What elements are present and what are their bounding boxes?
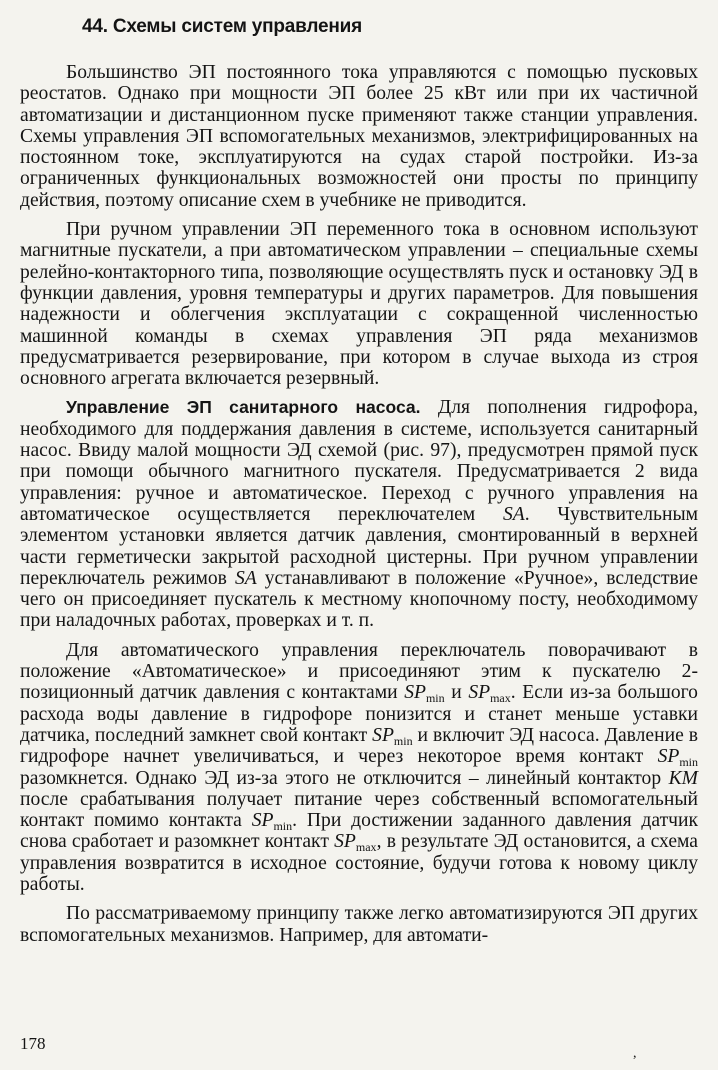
symbol-km: КМ	[668, 767, 698, 789]
symbol-sp: SP	[468, 682, 491, 704]
symbol-sa: SA	[502, 503, 525, 525]
symbol-sp: SP	[334, 831, 356, 853]
run-in-heading: Управление ЭП санитарного насоса.	[66, 397, 421, 418]
body-text	[20, 62, 698, 946]
symbol-sp: SP	[251, 810, 274, 832]
paragraph-1: Большинство ЭП постоянного тока управляются с помощью пусковых реостатов. Однако при мощности ЭП более 25 кВт или при их частичной автоматизации и дистанционном пуске применяют также станции управления. Схемы управления ЭП вспомогательных механизмов, электрифицированных на постоянном токе, эксплуатируются на судах старой постройки. Из-за ограниченных функциональных возможностей они просты по принципу действия, поэтому описание схем в учебнике не приводится.	[20, 62, 698, 211]
paragraph-2: При ручном управлении ЭП переменного тока в основном используют магнитные пускатели, а при автоматическом управлении – специальные схемы релейно-контакторного типа, позволяющие осуществлять пуск и остановку ЭД в функции давления, уровня температуры и других параметров. Для повышения надежности и облегчения эксплуатации с сокращенной численностью машинной команды в схемах управления ЭП ряда механизмов предусматривается резервирование, при котором в случае выхода из строя основного агрегата включается резервный.	[20, 219, 698, 390]
symbol-sp: SP	[404, 682, 426, 704]
stray-mark: ,	[633, 1046, 637, 1061]
paragraph-3: Управление ЭП санитарного насоса. Для пополнения гидрофора, необходимого для поддержания давления в системе, используется санитарный насос. Ввиду малой мощности ЭД схемой (рис. 97), предусмотрен прямой пуск при помощи обычного магнитного пускателя. Предусматривается 2 вида управления: ручное и автоматическое. Переход с ручного управления на автоматическое осуществляется переключателем SA. Чувствительным элементом установки является датчик давления, смонтированный в верхней части герметически закрытой расходной цистерны. При ручном управлении переключатель режимов SA устанавливают в положение «Ручное», вследствие чего он присоединяет пускатель к местному кнопочному посту, необходимому при наладочных работах, проверках и т. п.	[20, 397, 699, 632]
symbol-sa: SA	[234, 567, 257, 589]
paragraph-5: По рассматриваемому принципу также легко автоматизируются ЭП других вспомогательных механизмов. Например, для автомати-	[20, 903, 698, 946]
symbol-sp: SP	[372, 724, 394, 746]
section-heading: 44. Схемы систем управления	[82, 16, 363, 37]
paragraph-4: Для автоматического управления переключатель поворачивают в положение «Автоматическое» и присоединяют этим к пускателю 2-позиционный датчик давления с контактами $SP_{min}$ и $SP_{max}$. Если из-за большого расхода воды давление в гидрофоре понизится и станет меньше уставки датчика, последний замкнет свой контакт $SP_{min}$ и включит ЭД насоса. Давление в гидрофоре начнет увеличиваться, и через некоторое время контакт $SP_{min}$ разомкнется. Однако ЭД из-за этого не отключится – линейный контактор КМ после срабатывания получает питание через собственный вспомогательный контакт помимо контакта $SP_{min}$. При достижении заданного давления датчик снова сработает и разомкнет контакт $SP_{max}$, в результате ЭД остановится, а схема управления возвратится в исходное состояние, будучи готова к новому циклу работы.	[20, 639, 699, 895]
symbol-sp: SP	[657, 746, 680, 768]
page-number: 178	[20, 1034, 46, 1053]
